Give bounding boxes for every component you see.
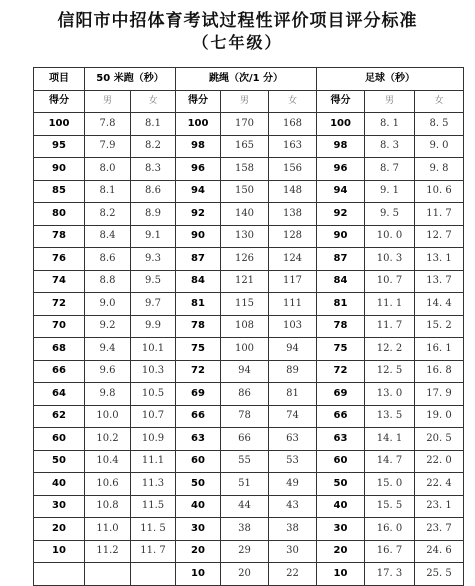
run-male-cell: 10.6 [85,473,131,496]
run-female-cell: 8.3 [131,158,176,181]
rope-female-cell: 156 [269,158,317,181]
ball-male-cell: 13. 5 [365,405,415,428]
rope-male-cell: 150 [221,180,269,203]
ball-score-cell: 100 [317,113,365,136]
rope-female-cell: 138 [269,203,317,226]
run-score-cell: 95 [34,135,85,158]
run-male-cell: 8.6 [85,248,131,271]
ball-male-cell: 9. 5 [365,203,415,226]
female-header: 女 [269,90,317,113]
run-male-cell: 8.2 [85,203,131,226]
run-male-cell: 9.6 [85,360,131,383]
run-male-cell: 7.8 [85,113,131,136]
ball-score-cell: 98 [317,135,365,158]
table-row [34,315,464,338]
ball-score-cell: 66 [317,405,365,428]
run-female-cell: 11.1 [131,450,176,473]
rope-score-cell: 69 [176,383,221,406]
ball-male-cell: 16. 0 [365,518,415,541]
item-header: 项目 [34,68,85,91]
rope-male-cell: 44 [221,495,269,518]
run-male-cell: 8.0 [85,158,131,181]
table-row [34,293,464,316]
run-header: 50 米跑（秒） [85,68,176,91]
rope-female-cell: 30 [269,540,317,563]
table-row [34,180,464,203]
ball-male-cell: 16. 7 [365,540,415,563]
rope-score-cell: 96 [176,158,221,181]
rope-female-cell: 124 [269,248,317,271]
female-header: 女 [415,90,464,113]
header-row [34,68,464,91]
ball-score-cell: 72 [317,360,365,383]
run-score-cell: 62 [34,405,85,428]
ball-score-cell: 75 [317,338,365,361]
run-female-cell: 11. 5 [131,518,176,541]
table-row [34,495,464,518]
ball-score-cell: 30 [317,518,365,541]
run-male-cell [85,563,131,586]
document-title: 信阳市中招体育考试过程性评价项目评分标准 [57,11,418,31]
run-female-cell: 9.3 [131,248,176,271]
ball-male-cell: 8. 1 [365,113,415,136]
rope-male-cell: 20 [221,563,269,586]
ball-female-cell: 12. 7 [415,225,464,248]
rope-male-cell: 55 [221,450,269,473]
ball-female-cell: 13. 1 [415,248,464,271]
ball-female-cell: 9. 8 [415,158,464,181]
run-female-cell: 9.7 [131,293,176,316]
rope-female-cell: 89 [269,360,317,383]
rope-score-cell: 10 [176,563,221,586]
run-score-cell: 40 [34,473,85,496]
ball-score-cell: 50 [317,473,365,496]
run-female-cell: 8.9 [131,203,176,226]
rope-female-cell: 81 [269,383,317,406]
run-female-cell: 8.2 [131,135,176,158]
ball-female-cell: 9. 0 [415,135,464,158]
ball-male-cell: 14. 1 [365,428,415,451]
rope-male-cell: 165 [221,135,269,158]
rope-male-cell: 66 [221,428,269,451]
rope-score-cell: 78 [176,315,221,338]
rope-score-cell: 75 [176,338,221,361]
run-score-cell: 60 [34,428,85,451]
ball-female-cell: 22. 4 [415,473,464,496]
rope-score-cell: 30 [176,518,221,541]
table-row [34,158,464,181]
run-score-cell: 66 [34,360,85,383]
run-female-cell: 10.3 [131,360,176,383]
rope-male-cell: 121 [221,270,269,293]
run-score-cell: 90 [34,158,85,181]
run-score-cell [34,563,85,586]
rope-score-cell: 50 [176,473,221,496]
ball-score-cell: 40 [317,495,365,518]
run-score-cell: 70 [34,315,85,338]
table-row [34,270,464,293]
table-row [34,383,464,406]
run-score-cell: 76 [34,248,85,271]
rope-female-cell: 94 [269,338,317,361]
run-score-cell: 64 [34,383,85,406]
table-row [34,225,464,248]
ball-male-cell: 12. 2 [365,338,415,361]
table-row [34,405,464,428]
table-row [34,113,464,136]
table-row [34,540,464,563]
ball-male-cell: 15. 5 [365,495,415,518]
rope-male-cell: 51 [221,473,269,496]
ball-female-cell: 23. 7 [415,518,464,541]
run-male-cell: 9.4 [85,338,131,361]
run-male-cell: 8.1 [85,180,131,203]
ball-female-cell: 16. 1 [415,338,464,361]
rope-score-cell: 40 [176,495,221,518]
ball-female-cell: 15. 2 [415,315,464,338]
run-female-cell [131,563,176,586]
table-row [34,428,464,451]
ball-male-cell: 13. 0 [365,383,415,406]
run-score-cell: 68 [34,338,85,361]
ball-female-cell: 10. 6 [415,180,464,203]
table-row [34,563,464,586]
rope-score-cell: 63 [176,428,221,451]
run-female-cell: 8.1 [131,113,176,136]
table-row [34,135,464,158]
ball-score-cell: 87 [317,248,365,271]
ball-male-cell: 8. 3 [365,135,415,158]
ball-male-cell: 8. 7 [365,158,415,181]
rope-female-cell: 128 [269,225,317,248]
rope-male-cell: 86 [221,383,269,406]
male-header: 男 [221,90,269,113]
run-female-cell: 11.5 [131,495,176,518]
rope-male-cell: 108 [221,315,269,338]
rope-score-cell: 81 [176,293,221,316]
rope-score-cell: 98 [176,135,221,158]
rope-male-cell: 29 [221,540,269,563]
rope-male-cell: 78 [221,405,269,428]
run-female-cell: 11.3 [131,473,176,496]
score-header: 得分 [34,90,85,113]
run-male-cell: 8.8 [85,270,131,293]
ball-male-cell: 14. 7 [365,450,415,473]
ball-score-cell: 81 [317,293,365,316]
rope-male-cell: 170 [221,113,269,136]
ball-male-cell: 10. 0 [365,225,415,248]
table-row [34,338,464,361]
rope-female-cell: 22 [269,563,317,586]
rope-score-cell: 72 [176,360,221,383]
rope-male-cell: 115 [221,293,269,316]
table-row [34,203,464,226]
ball-male-cell: 11. 1 [365,293,415,316]
rope-score-cell: 90 [176,225,221,248]
rope-score-cell: 66 [176,405,221,428]
rope-female-cell: 49 [269,473,317,496]
ball-female-cell: 17. 9 [415,383,464,406]
rope-female-cell: 103 [269,315,317,338]
run-score-cell: 80 [34,203,85,226]
score-header: 得分 [317,90,365,113]
ball-score-cell: 92 [317,203,365,226]
ball-female-cell: 11. 7 [415,203,464,226]
run-score-cell: 72 [34,293,85,316]
rope-male-cell: 140 [221,203,269,226]
rope-male-cell: 158 [221,158,269,181]
rope-female-cell: 63 [269,428,317,451]
ball-female-cell: 8. 5 [415,113,464,136]
rope-male-cell: 130 [221,225,269,248]
ball-score-cell: 90 [317,225,365,248]
run-score-cell: 50 [34,450,85,473]
table-row [34,473,464,496]
run-female-cell: 9.9 [131,315,176,338]
ball-male-cell: 15. 0 [365,473,415,496]
document-subtitle: （七年级） [192,33,283,52]
rope-header: 跳绳（次/1 分） [176,68,317,91]
run-male-cell: 9.2 [85,315,131,338]
run-male-cell: 9.8 [85,383,131,406]
ball-score-cell: 78 [317,315,365,338]
ball-female-cell: 24. 6 [415,540,464,563]
run-female-cell: 10.9 [131,428,176,451]
run-score-cell: 74 [34,270,85,293]
run-score-cell: 20 [34,518,85,541]
male-header: 男 [365,90,415,113]
ball-score-cell: 10 [317,563,365,586]
run-male-cell: 8.4 [85,225,131,248]
ball-score-cell: 94 [317,180,365,203]
ball-male-cell: 12. 5 [365,360,415,383]
run-male-cell: 11.0 [85,518,131,541]
run-male-cell: 10.8 [85,495,131,518]
rope-male-cell: 126 [221,248,269,271]
rope-male-cell: 100 [221,338,269,361]
ball-male-cell: 17. 3 [365,563,415,586]
ball-female-cell: 22. 0 [415,450,464,473]
run-score-cell: 10 [34,540,85,563]
run-score-cell: 78 [34,225,85,248]
rope-score-cell: 84 [176,270,221,293]
male-header: 男 [85,90,131,113]
rope-male-cell: 94 [221,360,269,383]
run-score-cell: 100 [34,113,85,136]
ball-female-cell: 23. 1 [415,495,464,518]
run-male-cell: 10.0 [85,405,131,428]
run-male-cell: 10.2 [85,428,131,451]
ball-female-cell: 13. 7 [415,270,464,293]
ball-male-cell: 11. 7 [365,315,415,338]
run-female-cell: 9.1 [131,225,176,248]
run-female-cell: 9.5 [131,270,176,293]
rope-female-cell: 111 [269,293,317,316]
rope-score-cell: 20 [176,540,221,563]
rope-female-cell: 163 [269,135,317,158]
subheader-row [34,90,464,113]
run-female-cell: 10.5 [131,383,176,406]
rope-female-cell: 148 [269,180,317,203]
rope-score-cell: 87 [176,248,221,271]
ball-score-cell: 96 [317,158,365,181]
rope-female-cell: 117 [269,270,317,293]
table-row [34,360,464,383]
run-female-cell: 10.1 [131,338,176,361]
rope-female-cell: 168 [269,113,317,136]
rope-score-cell: 100 [176,113,221,136]
ball-score-cell: 69 [317,383,365,406]
run-female-cell: 8.6 [131,180,176,203]
rope-score-cell: 94 [176,180,221,203]
rope-female-cell: 53 [269,450,317,473]
table-row [34,450,464,473]
run-male-cell: 11.2 [85,540,131,563]
ball-female-cell: 16. 8 [415,360,464,383]
scoring-table [33,67,464,586]
rope-female-cell: 38 [269,518,317,541]
ball-female-cell: 20. 5 [415,428,464,451]
female-header: 女 [131,90,176,113]
ball-female-cell: 14. 4 [415,293,464,316]
ball-female-cell: 19. 0 [415,405,464,428]
ball-male-cell: 10. 3 [365,248,415,271]
run-male-cell: 10.4 [85,450,131,473]
table-row [34,518,464,541]
score-header: 得分 [176,90,221,113]
rope-male-cell: 38 [221,518,269,541]
run-male-cell: 9.0 [85,293,131,316]
ball-header: 足球（秒） [317,68,464,91]
run-female-cell: 10.7 [131,405,176,428]
rope-female-cell: 43 [269,495,317,518]
run-male-cell: 7.9 [85,135,131,158]
run-score-cell: 85 [34,180,85,203]
ball-score-cell: 63 [317,428,365,451]
ball-score-cell: 84 [317,270,365,293]
ball-score-cell: 60 [317,450,365,473]
rope-score-cell: 92 [176,203,221,226]
rope-score-cell: 60 [176,450,221,473]
ball-score-cell: 20 [317,540,365,563]
run-score-cell: 30 [34,495,85,518]
ball-male-cell: 10. 7 [365,270,415,293]
run-female-cell: 11. 7 [131,540,176,563]
ball-female-cell: 25. 5 [415,563,464,586]
ball-male-cell: 9. 1 [365,180,415,203]
table-row [34,248,464,271]
rope-female-cell: 74 [269,405,317,428]
